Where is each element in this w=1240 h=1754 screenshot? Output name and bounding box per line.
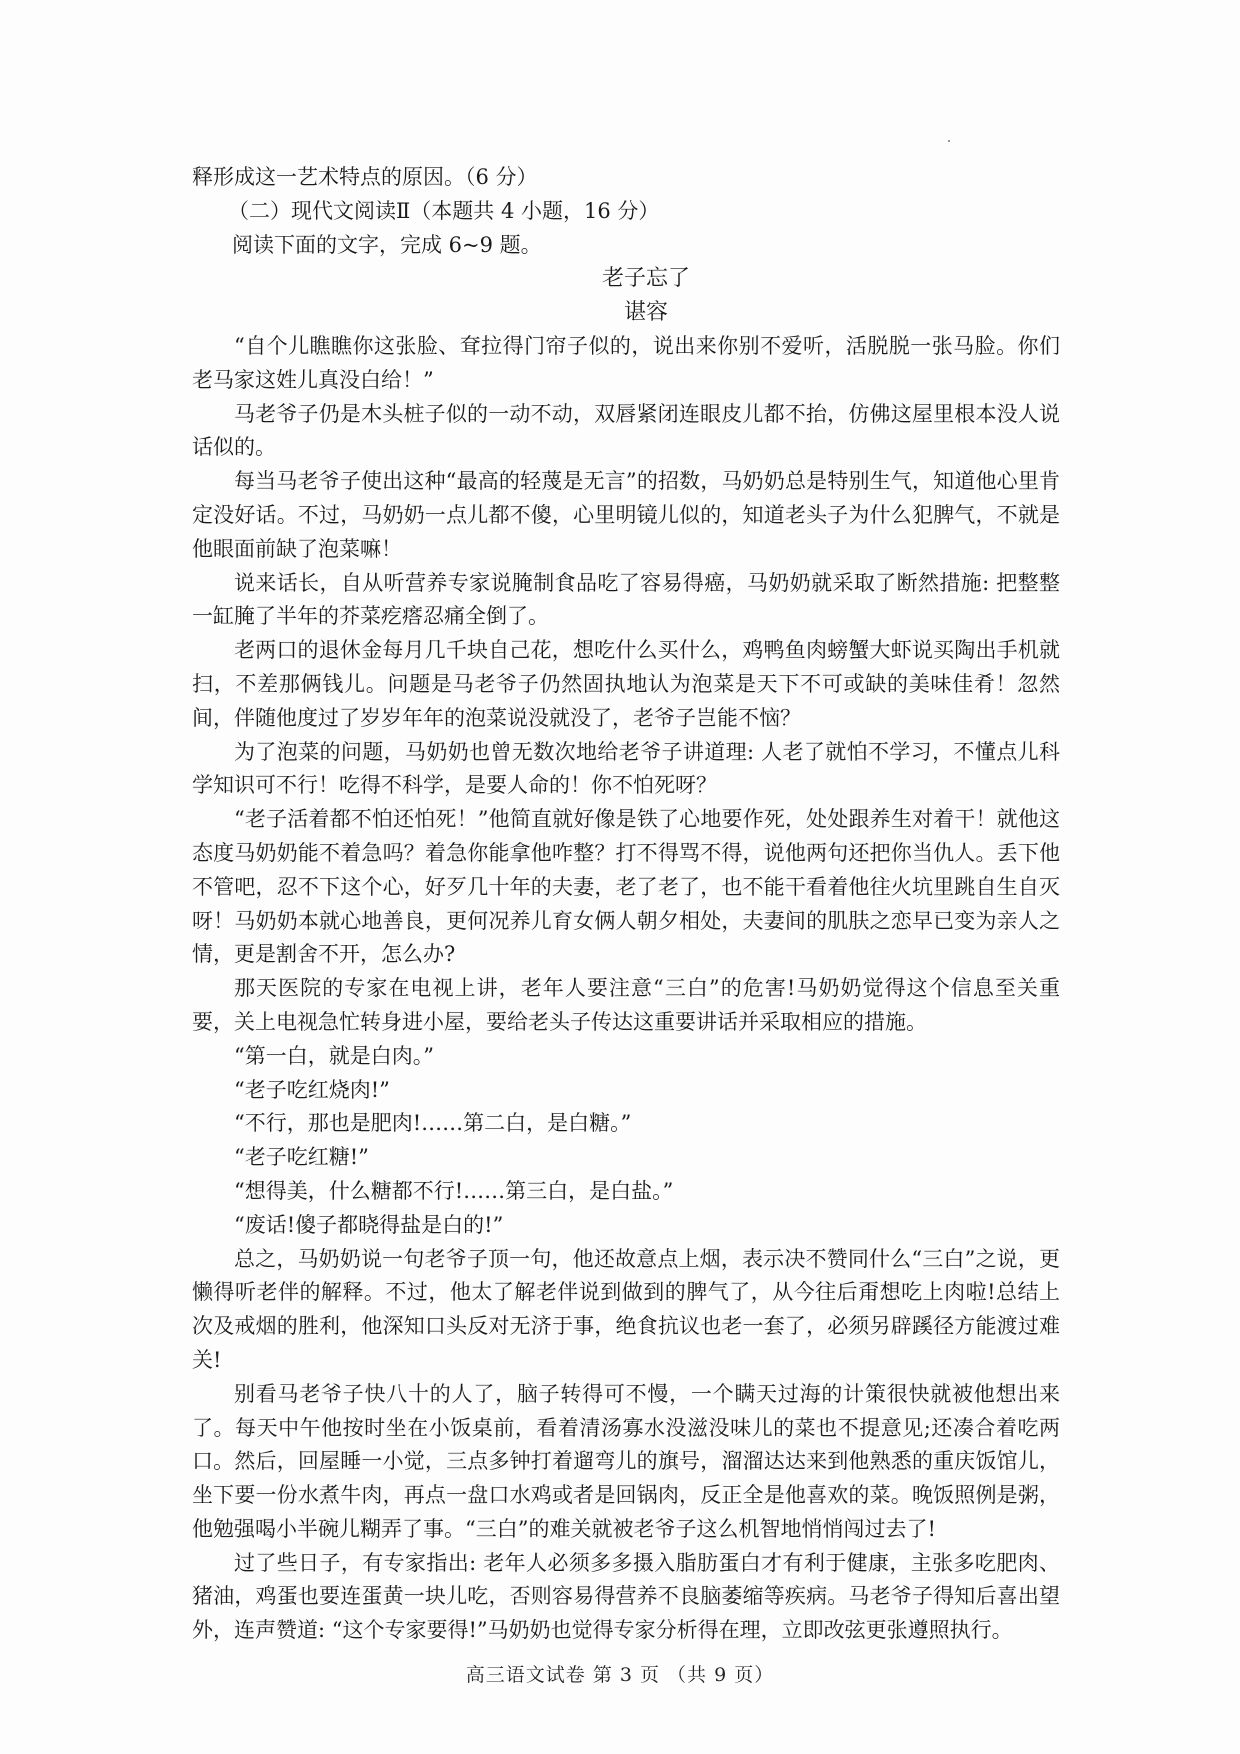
- article-paragraph: 别看马老爷子快八十的人了，脑子转得可不慢，一个瞒天过海的计策很快就被他想出来了。每天中午他按时坐在小饭桌前，看着清汤寡水没滋没味儿的菜也不提意见;还凑合着吃两口。然后，回屋睡一小觉，三点多钟打着遛弯儿的旗号，溜溜达达来到他熟悉的重庆饭馆儿，坐下要一份水煮牛肉，再点一盘口水鸡或者是回锅肉，反正全是他喜欢的菜。晚饭照例是粥，他勉强喝小半碗儿糊弄了事。“三白”的难关就被老爷子这么机智地悄悄闯过去了!: [192, 1381, 1060, 1541]
- article-paragraph: “自个儿瞧瞧你这张脸、耷拉得门帘子似的，说出来你别不爱听，活脱脱一张马脸。你们老马家这姓儿真没白给！”: [192, 334, 1060, 392]
- article-paragraph: 每当马老爷子使出这种“最高的轻蔑是无言”的招数，马奶奶总是特别生气，知道他心里肯定没好话。不过，马奶奶一点儿都不傻，心里明镜儿似的，知道老头子为什么犯脾气，不就是他眼面前缺了泡菜嘛！: [192, 469, 1060, 561]
- scan-speck: [948, 140, 950, 142]
- dialogue-line: “想得美，什么糖都不行!……第三白，是白盐。”: [234, 1178, 674, 1203]
- section-heading: （二）现代文阅读Ⅱ（本题共 4 小题，16 分）: [228, 199, 660, 223]
- article-paragraph: 那天医院的专家在电视上讲，老年人要注意“三白”的危害!马奶奶觉得这个信息至关重要，关上电视急忙转身进小屋，要给老头子传达这重要讲话并采取相应的措施。: [192, 976, 1060, 1034]
- previous-question-tail: 释形成这一艺术特点的原因。（6 分）: [192, 165, 538, 189]
- article-paragraph: 说来话长，自从听营养专家说腌制食品吃了容易得癌，马奶奶就采取了断然措施: 把整整一缸腌了半年的芥菜疙瘩忍痛全倒了。: [192, 570, 1060, 629]
- article-paragraph: 为了泡菜的问题，马奶奶也曾无数次地给老爷子讲道理: 人老了就怕不学习，不懂点儿科学知识可不行！吃得不科学，是要人命的！你不怕死呀？: [192, 739, 1060, 798]
- article-paragraph: “老子活着都不怕还怕死！”他简直就好像是铁了心地要作死，处处跟养生对着干！就他这态度马奶奶能不着急吗？着急你能拿他咋整？打不得骂不得，说他两句还把你当仇人。丢下他不管吧，忍不下这个心，好歹几十年的夫妻，老了老了，也不能干看着他往火坑里跳自生自灭呀！马奶奶本就心地善良，更何况养儿育女俩人朝夕相处，夫妻间的肌肤之恋早已变为亲人之情，更是割舍不开，怎么办?: [192, 807, 1060, 967]
- dialogue-line: “老子吃红烧肉!”: [234, 1077, 390, 1102]
- article-author: 谌容: [623, 300, 668, 325]
- dialogue-line: “老子吃红糖!”: [234, 1145, 369, 1170]
- article-body: [192, 330, 1060, 1648]
- dialogue-line: “第一白，就是白肉。”: [234, 1043, 434, 1068]
- article-paragraph: 马老爷子仍是木头桩子似的一动不动，双唇紧闭连眼皮儿都不抬，仿佛这屋里根本没人说话似的。: [192, 401, 1060, 460]
- dialogue-line: “不行，那也是肥肉!……第二白，是白糖。”: [234, 1111, 632, 1136]
- page-footer: 高三语文试卷 第 3 页 （共 9 页）: [465, 1664, 775, 1686]
- reading-instruction: 阅读下面的文字，完成 6~9 题。: [232, 233, 542, 257]
- page-content: [192, 160, 1060, 1648]
- article-title: 老子忘了: [601, 266, 690, 291]
- article-paragraph: 老两口的退休金每月几千块自己花，想吃什么买什么，鸡鸭鱼肉螃蟹大虾说买陶出手机就扫，不差那俩钱儿。问题是马老爷子仍然固执地认为泡菜是天下不可或缺的美味佳肴！忽然间，伴随他度过了岁岁年年的泡菜说没就没了，老爷子岂能不恼？: [192, 638, 1060, 730]
- dialogue-line: “废话!傻子都晓得盐是白的!”: [234, 1212, 504, 1237]
- article-paragraph: 过了些日子，有专家指出: 老年人必须多多摄入脂肪蛋白才有利于健康，主张多吃肥肉、猪油，鸡蛋也要连蛋黄一块儿吃，否则容易得营养不良脑萎缩等疾病。马老爷子得知后喜出望外，连声赞道: “这个专家要得!”马奶奶也觉得专家分析得在理，立即改弦更张遵照执行。: [192, 1550, 1060, 1643]
- article-paragraph: 总之，马奶奶说一句老爷子顶一句，他还故意点上烟，表示决不赞同什么“三白”之说，更懒得听老伴的解释。不过，他太了解老伴说到做到的脾气了，从今往后甭想吃上肉啦!总结上次及戒烟的胜利，他深知口头反对无济于事，绝食抗议也老一套了，必须另辟蹊径方能渡过难关!: [192, 1246, 1060, 1372]
